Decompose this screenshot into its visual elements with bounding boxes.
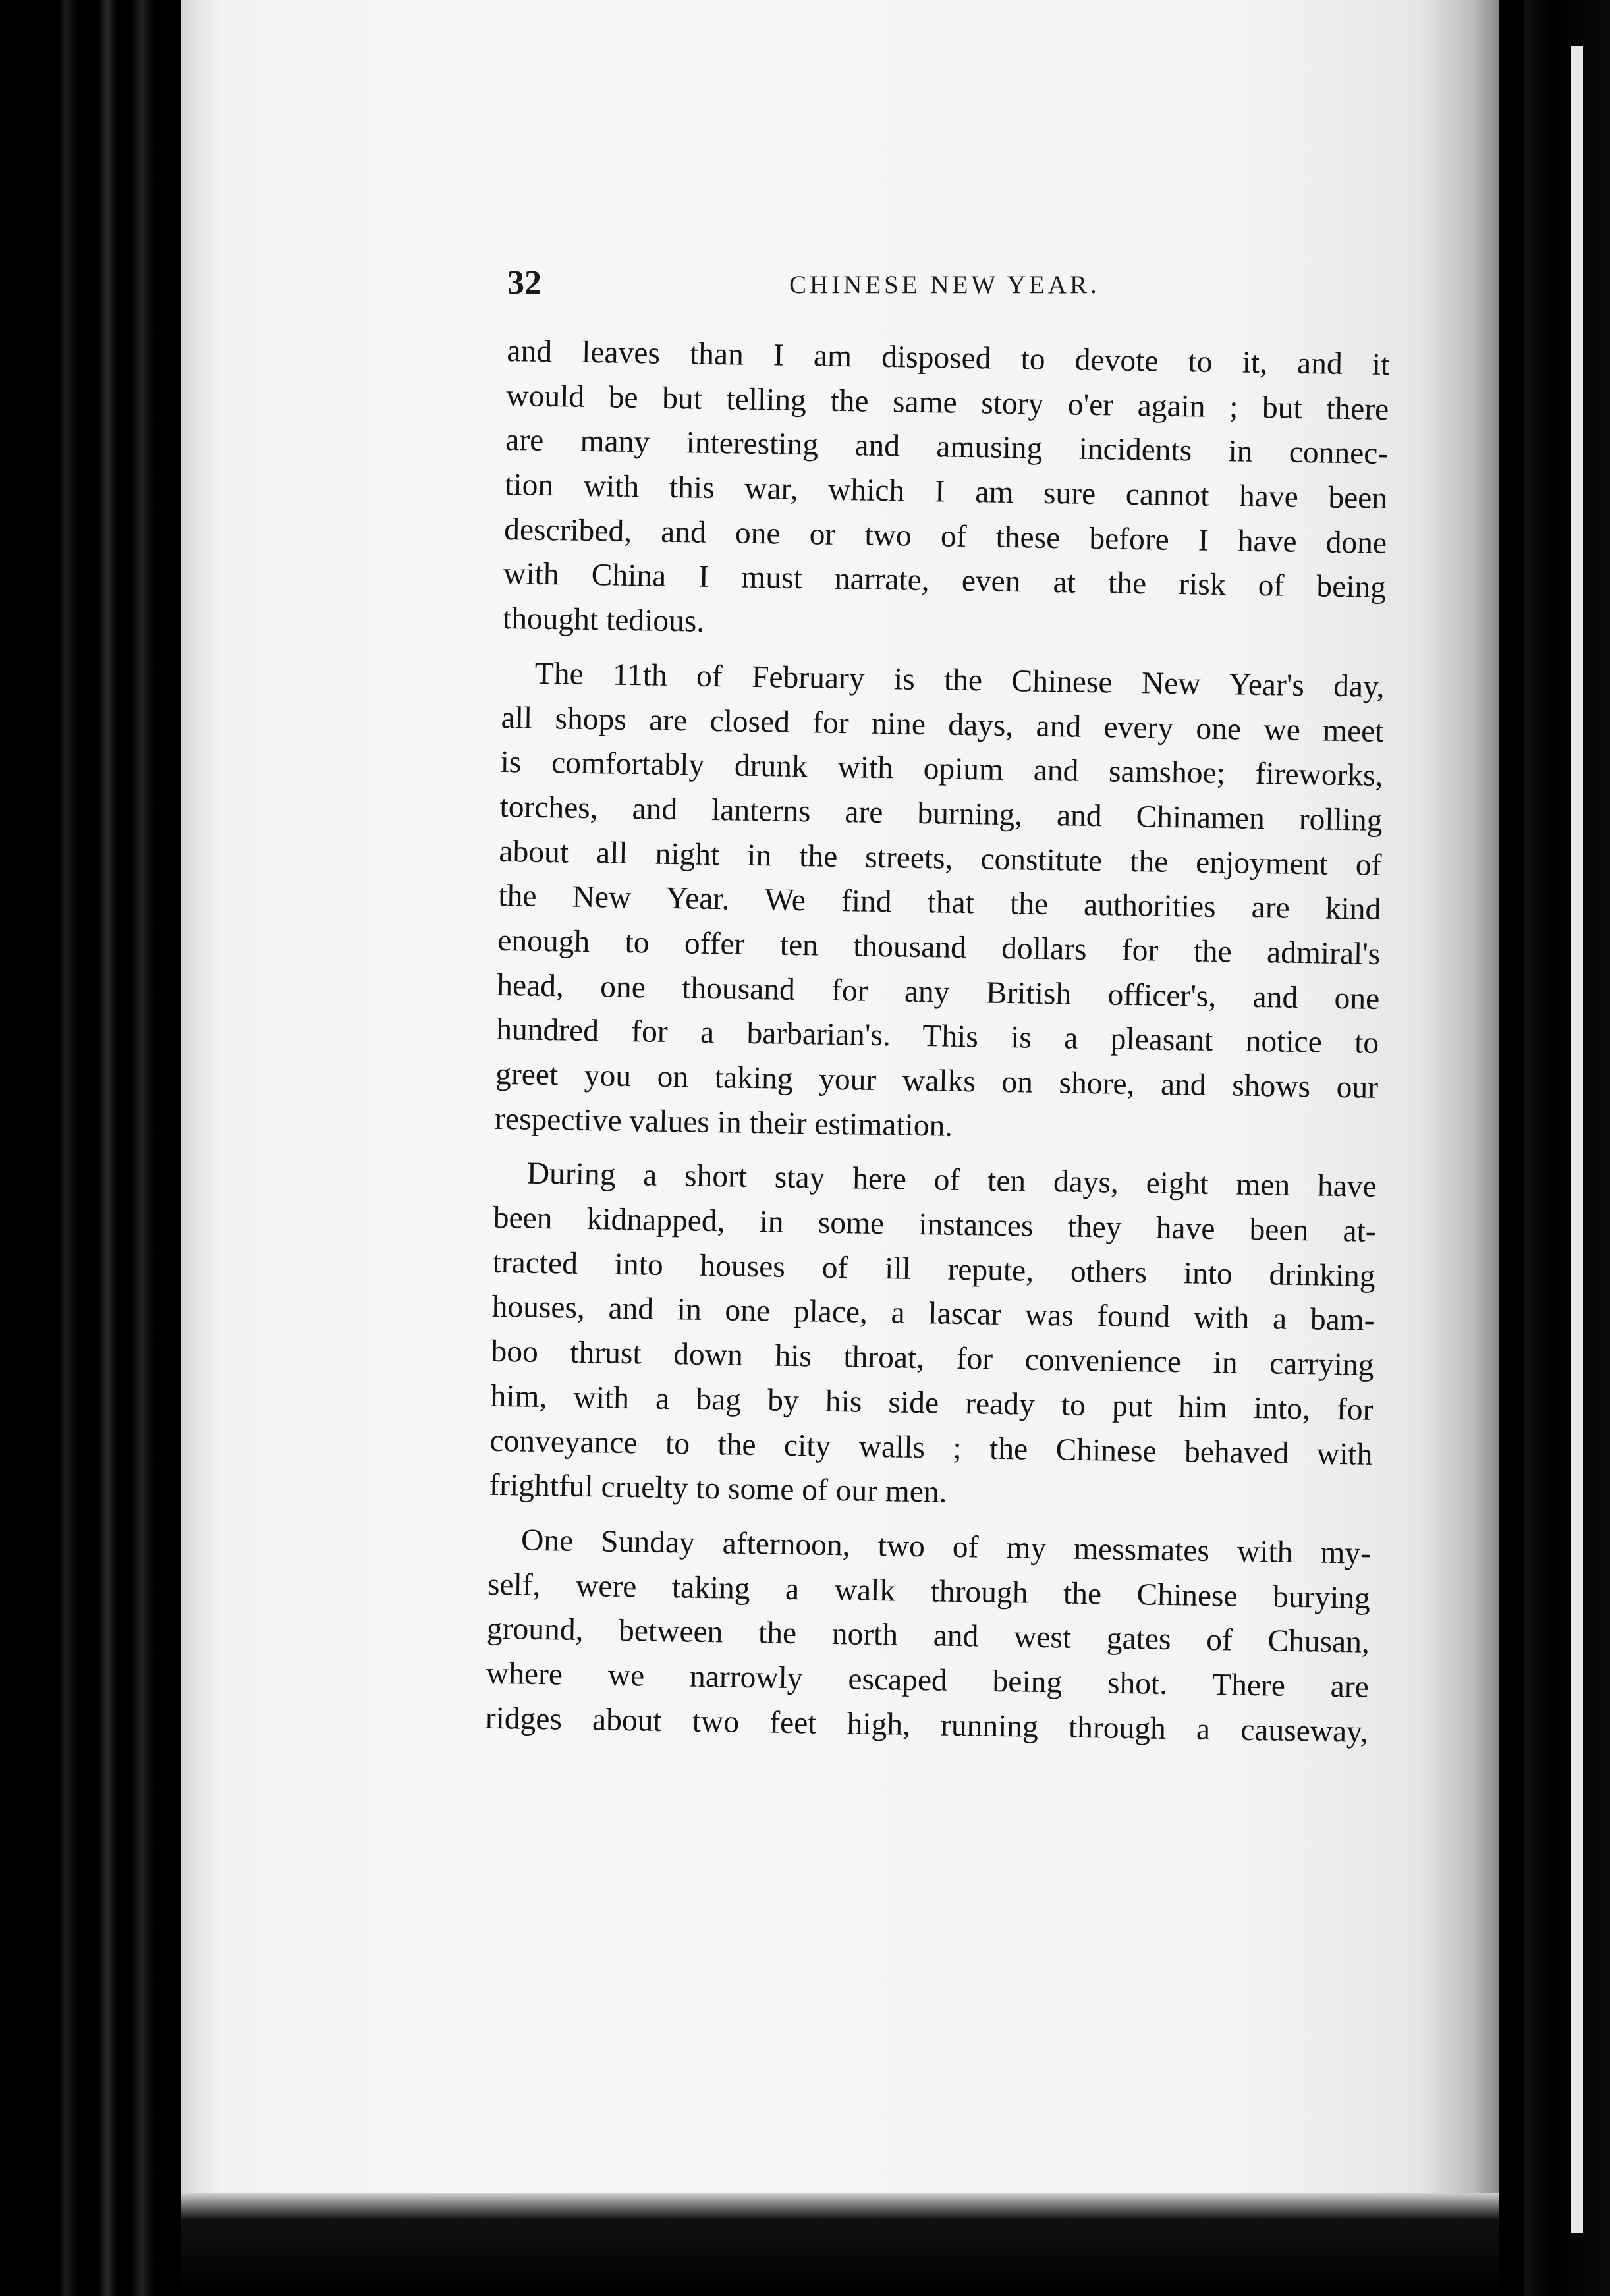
running-head: CHINESE NEW YEAR. (789, 271, 1100, 299)
text-line: about all night in the streets, constitute the enjoyment of (499, 834, 1382, 883)
text-line: is comfortably drunk with opium and samshoe; fireworks, (500, 745, 1383, 794)
text-line: torches, and lanterns are burning, and Chinamen rolling (499, 789, 1383, 838)
text-line: all shops are closed for nine days, and every one we meet (501, 700, 1384, 749)
text-line: been kidnapped, in some instances they have been at- (493, 1200, 1377, 1249)
paragraph-1 (503, 329, 1390, 655)
paragraph-3 (489, 1151, 1377, 1521)
text-line: self, were taking a walk through the Chinese burying (487, 1567, 1371, 1616)
text-line: tracted into houses of ill repute, others into drinking (492, 1245, 1375, 1294)
text-line: would be but telling the same story o'er again ; but there (506, 378, 1389, 427)
text-line: and leaves than I am disposed to devote to it, and it (507, 333, 1390, 383)
text-line: One Sunday afternoon, two of my messmates with my- (520, 1523, 1372, 1571)
page-header (507, 263, 1390, 310)
text-line: enough to offer ten thousand dollars for the admiral's (497, 923, 1381, 971)
text-line: with China I must narrate, even at the risk of being (503, 557, 1387, 605)
text-line: are many interesting and amusing incidents in connec- (505, 423, 1389, 472)
page-bottom-shadow (181, 2193, 1499, 2296)
text-line: respective values in their estimation. (494, 1101, 953, 1143)
book-binding-left-edge (0, 0, 184, 2296)
text-line: him, with a bag by his side ready to put him into, for (490, 1379, 1374, 1427)
text-line: The 11th of February is the Chinese New Year's day, (534, 656, 1385, 704)
text-line: conveyance to the city walls ; the Chinese behaved with (489, 1423, 1373, 1472)
text-line: described, and one or two of these before I have done (503, 512, 1387, 560)
text-line: where we narrowly escaped being shot. There are (486, 1656, 1370, 1705)
text-line: head, one thousand for any British officer's, and one (496, 968, 1380, 1016)
text-line: hundred for a barbarian's. This is a pleasant notice to (495, 1012, 1379, 1061)
text-line: thought tedious. (502, 601, 705, 639)
paragraph-4 (485, 1518, 1371, 1755)
text-line: frightful cruelty to some of our men. (489, 1467, 947, 1510)
text-line: the New Year. We find that the authorities are kind (498, 879, 1381, 927)
page-number: 32 (507, 264, 541, 302)
text-line: During a short stay here of ten days, eight men have (526, 1157, 1377, 1205)
body-text (485, 329, 1390, 1764)
text-line: tion with this war, which I am sure cannot have been (504, 468, 1388, 516)
book-edge-right (1524, 0, 1610, 2296)
paragraph-2 (495, 651, 1385, 1156)
text-line: houses, and in one place, a lascar was found with a bam- (491, 1290, 1375, 1338)
text-line: ground, between the north and west gates of Chusan, (486, 1612, 1370, 1660)
next-page-edge (1571, 46, 1583, 2233)
text-line: greet you on taking your walks on shore, and shows our (495, 1056, 1379, 1105)
text-line: boo thrust down his throat, for convenience in carrying (491, 1334, 1374, 1382)
text-line: ridges about two feet high, running through a causeway, (485, 1701, 1369, 1749)
